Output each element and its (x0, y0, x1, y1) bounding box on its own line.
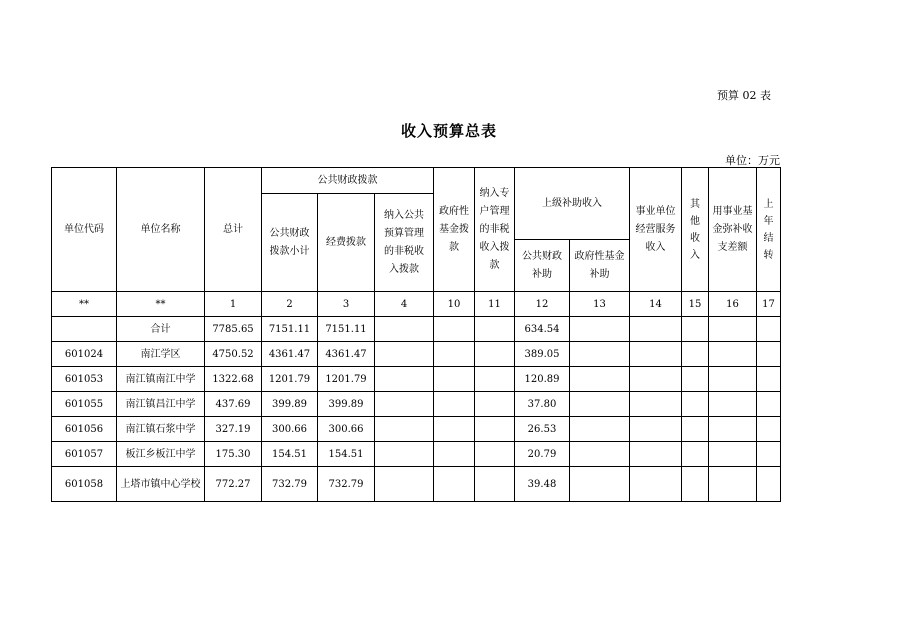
table-row (52, 367, 781, 392)
header-total: 总计 (205, 168, 262, 292)
cell-public-finance-subtotal: 1201.79 (262, 367, 318, 392)
index-cell: 11 (475, 292, 515, 317)
table-row (52, 417, 781, 442)
index-cell: ** (52, 292, 117, 317)
index-cell: 13 (570, 292, 630, 317)
cell-unit-name: 南江镇南江中学 (117, 367, 205, 392)
cell-total: 1322.68 (205, 367, 262, 392)
cell-public-finance-subsidy: 120.89 (515, 367, 570, 392)
header-unit-name: 单位名称 (117, 168, 205, 292)
cell-public-finance-subtotal: 7151.11 (262, 317, 318, 342)
cell-public-finance-subsidy: 39.48 (515, 467, 570, 502)
header-carryover: 上年结转 (757, 168, 781, 292)
cell-unit-code: 601056 (52, 417, 117, 442)
cell-expense-allocation: 732.79 (318, 467, 375, 502)
index-cell: 17 (757, 292, 781, 317)
cell-unit-code: 601057 (52, 442, 117, 467)
cell-public-finance-subsidy: 20.79 (515, 442, 570, 467)
cell-unit-name: 合计 (117, 317, 205, 342)
table-row-total (52, 317, 781, 342)
cell-expense-allocation: 1201.79 (318, 367, 375, 392)
cell-unit-name: 南江镇石浆中学 (117, 417, 205, 442)
index-cell: 3 (318, 292, 375, 317)
cell-unit-name: 南江镇昌江中学 (117, 392, 205, 417)
index-cell: 14 (630, 292, 682, 317)
cell-public-finance-subtotal: 4361.47 (262, 342, 318, 367)
cell-total: 7785.65 (205, 317, 262, 342)
cell-total: 327.19 (205, 417, 262, 442)
cell-unit-code (52, 317, 117, 342)
header-business-fund-gap: 用事业基金弥补收支差额 (709, 168, 757, 292)
index-cell: 15 (682, 292, 709, 317)
cell-expense-allocation: 300.66 (318, 417, 375, 442)
cell-expense-allocation: 154.51 (318, 442, 375, 467)
cell-unit-code: 601053 (52, 367, 117, 392)
index-cell: 4 (375, 292, 434, 317)
header-expense-allocation: 经费拨款 (318, 194, 375, 292)
cell-public-finance-subtotal: 300.66 (262, 417, 318, 442)
header-unit-code: 单位代码 (52, 168, 117, 292)
header-public-finance-subsidy: 公共财政补助 (515, 240, 570, 292)
table-row (52, 342, 781, 367)
index-cell: 10 (434, 292, 475, 317)
page-title: 收入预算总表 (400, 122, 497, 140)
cell-public-finance-subsidy: 389.05 (515, 342, 570, 367)
cell-expense-allocation: 399.89 (318, 392, 375, 417)
header-other-income: 其他收入 (682, 168, 709, 292)
header-non-tax-special: 纳入公共预算管理的非税收入拨款 (375, 194, 434, 292)
column-index-row (52, 292, 781, 317)
index-cell: 2 (262, 292, 318, 317)
header-gov-fund: 政府性基金拨款 (434, 168, 475, 292)
cell-unit-code: 601058 (52, 467, 117, 502)
cell-unit-name: 南江学区 (117, 342, 205, 367)
header-superior-subsidy-group: 上级补助收入 (515, 168, 630, 240)
cell-unit-code: 601055 (52, 392, 117, 417)
cell-total: 175.30 (205, 442, 262, 467)
cell-public-finance-subsidy: 37.80 (515, 392, 570, 417)
cell-total: 4750.52 (205, 342, 262, 367)
table-row (52, 442, 781, 467)
cell-total: 772.27 (205, 467, 262, 502)
header-public-finance-group: 公共财政拨款 (262, 168, 434, 194)
cell-total: 437.69 (205, 392, 262, 417)
cell-unit-name: 板江乡板江中学 (117, 442, 205, 467)
cell-unit-code: 601024 (52, 342, 117, 367)
cell-expense-allocation: 4361.47 (318, 342, 375, 367)
cell-public-finance-subtotal: 399.89 (262, 392, 318, 417)
table-row (52, 467, 781, 502)
cell-public-finance-subtotal: 732.79 (262, 467, 318, 502)
cell-public-finance-subsidy: 26.53 (515, 417, 570, 442)
index-cell: 1 (205, 292, 262, 317)
budget-table (51, 167, 781, 502)
form-number: 预算 02 表 (717, 89, 771, 102)
header-gov-fund-subsidy: 政府性基金补助 (570, 240, 630, 292)
index-cell: ** (117, 292, 205, 317)
header-public-finance-subtotal: 公共财政拨款小计 (262, 194, 318, 292)
index-cell: 12 (515, 292, 570, 317)
cell-expense-allocation: 7151.11 (318, 317, 375, 342)
unit-label: 单位：万元 (725, 154, 780, 167)
index-cell: 16 (709, 292, 757, 317)
header-non-tax-special-account: 纳入专户管理的非税收入拨款 (475, 168, 515, 292)
cell-public-finance-subsidy: 634.54 (515, 317, 570, 342)
cell-unit-name: 上塔市镇中心学校 (117, 467, 205, 502)
table-row (52, 392, 781, 417)
header-business-service-income: 事业单位经营服务收入 (630, 168, 682, 292)
cell-public-finance-subtotal: 154.51 (262, 442, 318, 467)
